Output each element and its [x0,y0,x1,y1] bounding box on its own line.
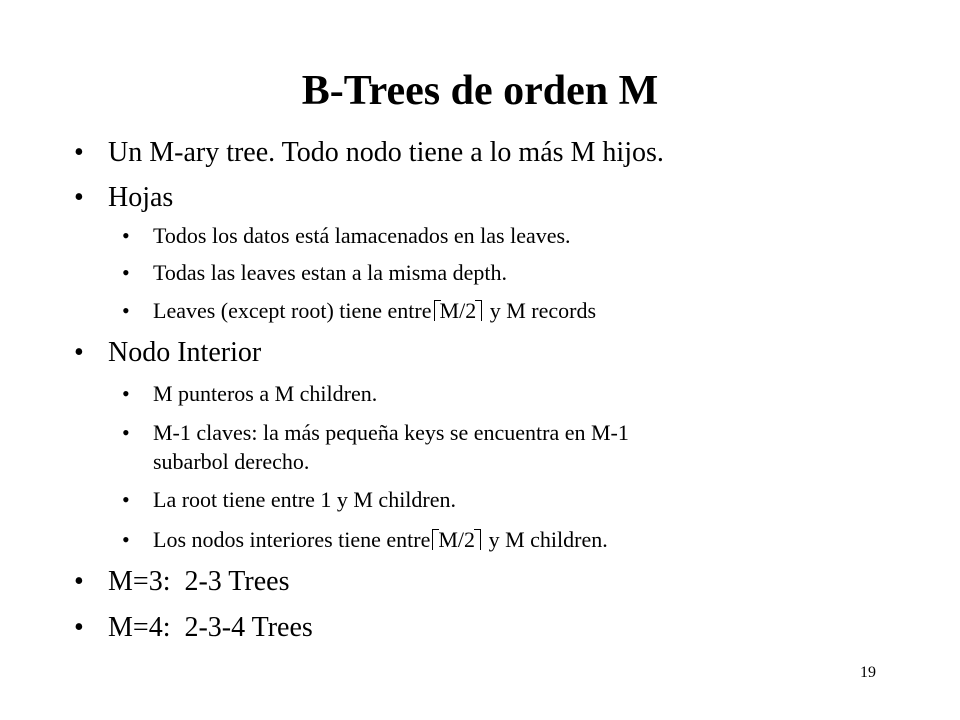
bullet-text: Hojas [108,182,174,213]
bullet-marker: • [122,420,130,445]
ceiling-expression: M/2 [432,527,481,553]
text-pre: Leaves (except root) tiene entre [153,298,432,323]
bullet-text: Todas las leaves estan a la misma depth. [153,260,508,285]
ceiling-expression: M/2 [434,298,483,324]
bullet-text: Todos los datos está lamacenados en las leaves. [153,223,571,248]
bullet-marker: • [122,381,130,406]
bullet-text: M=3: 2-3 Trees [108,566,290,597]
page-number: 19 [860,664,876,681]
bullet-text: M=4: 2-3-4 Trees [108,612,313,643]
bullet-marker: • [122,298,130,323]
text-pre: Los nodos interiores tiene entre [153,527,431,552]
bullet-text: La root tiene entre 1 y M children. [153,487,457,512]
text-post: y M children. [488,527,608,552]
bullet-marker: • [122,223,130,248]
bullet-text: subarbol derecho. [153,449,310,474]
bullet-text: M-1 claves: la más pequeña keys se encuentra en M-1 [153,420,629,445]
bullet-marker: • [122,487,130,512]
bullet-marker: • [122,527,130,552]
bullet-text: Nodo Interior [108,337,262,368]
slide-title: B-Trees de orden M [301,68,659,114]
bullet-text: Un M-ary tree. Todo nodo tiene a lo más M hijos. [108,137,664,168]
bullet-marker: • [122,260,130,285]
bullet-marker: • [74,182,84,213]
bullet-text: M punteros a M children. [153,381,378,406]
bullet-marker: • [74,566,84,597]
text-post: y M records [489,298,597,323]
sub-bullet-claves-continuation [153,449,309,475]
bullet-text [153,298,596,324]
bullet-marker: • [74,137,84,168]
bullet-text [153,527,608,553]
bullet-marker: • [74,612,84,643]
bullet-marker: • [74,337,84,368]
